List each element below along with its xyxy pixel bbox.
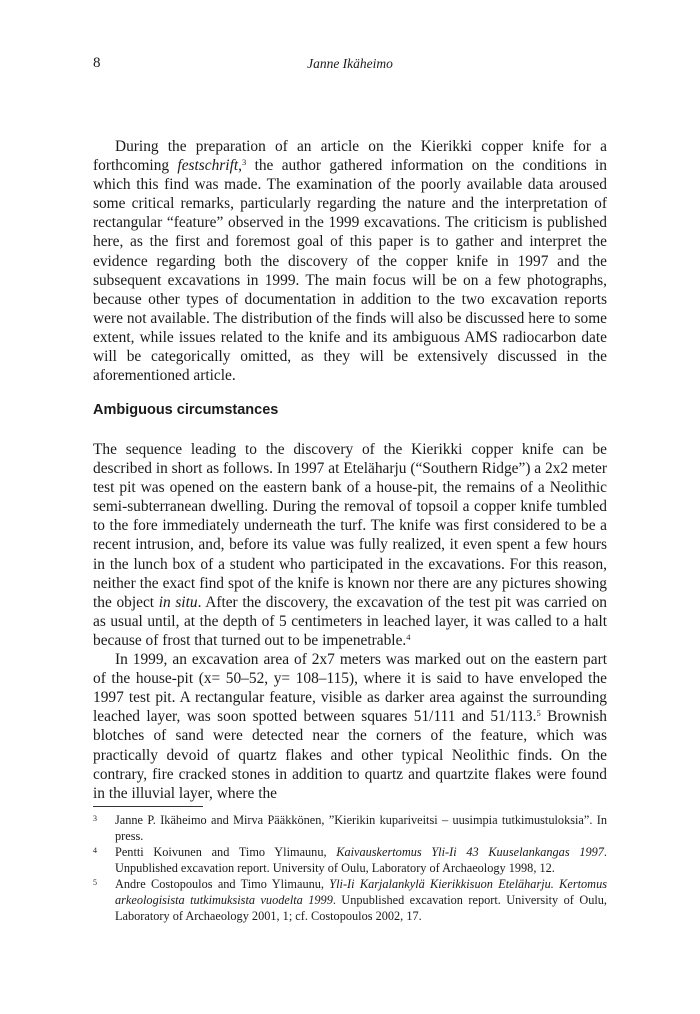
intro-italic-term: festschrift bbox=[177, 157, 239, 175]
footnote-number: 4 bbox=[93, 846, 97, 856]
section-p1-text-1: The sequence leading to the discovery of the Kierikki copper knife can be described in short as follows. In 1997 at Eteläharju (“Southern Ridge”) a 2x2 meter test pit was opened on the eastern bank of a house-pit, the remains of a Neolithic semi-subterranean dwelling. During the removal of topsoil a copper knife tumbled to the fore immediately underneath the turf. The knife was first considered to be a recent intrusion, and, before its value was fully realized, it even spent a few hours in the lunch box of a student who participated in the excavations. For this reason, neither the exact find spot of the knife is known nor there are any pictures showing the object bbox=[93, 441, 607, 611]
section-paragraph-2 bbox=[93, 650, 607, 803]
section-p2-text-2: Brownish blotches of sand were detected near the corners of the feature, which was practically devoid of quartz flakes and other typical Neolithic finds. On the contrary, fire cracked stones in addition to quartz and quartzite flakes were found in the illuvial layer, where the bbox=[93, 708, 607, 802]
intro-comma: , bbox=[238, 157, 242, 175]
section-p1-italic: in situ bbox=[158, 593, 198, 611]
section-paragraph-1 bbox=[93, 440, 607, 650]
footnote-ref-5[interactable]: 5 bbox=[536, 708, 541, 719]
running-head bbox=[93, 55, 607, 75]
footnote-title: Kaivauskertomus Yli-Ii 43 Kuuselankangas 1997 bbox=[336, 845, 604, 860]
footnote-text: Janne P. Ikäheimo and Mirva Pääkkönen, ”Kierikin kupariveitsi – uusimpia tutkimustuloksia”. In press. bbox=[115, 813, 607, 843]
intro-text-2: the author gathered information on the conditions in which this find was made. The examination of the poorly available data aroused some critical remarks, particularly regarding the nature and the interpretation of rectangular “feature” observed in the 1999 excavations. The criticism is published here, as the first and foremost goal of this paper is to gather and interpret the evidence regarding both the discovery of the copper knife in 1997 and the subsequent excavations in 1999. The main focus will be on a few photographs, because other types of documentation in addition to the two excavation reports were not available. The distribution of the finds will also be discussed here to some extent, while issues related to the knife and its ambiguous AMS radiocarbon date will be categorically omitted, as they will be extensively discussed in the aforementioned article. bbox=[93, 157, 607, 385]
running-title: Janne Ikäheimo bbox=[307, 56, 393, 71]
footnote-5 bbox=[93, 877, 607, 924]
intro-text-1: During the preparation of an article on the Kierikki copper knife for a forthcoming bbox=[93, 138, 607, 175]
footnote-separator bbox=[93, 806, 203, 807]
footnote-text: . Unpublished excavation report. University of Oulu, Laboratory of Archaeology 2001, 1; cf. Costopoulos 2002, 17. bbox=[115, 892, 607, 923]
footnote-ref-3[interactable]: 3 bbox=[242, 157, 247, 168]
section-heading: Ambiguous circumstances bbox=[93, 402, 279, 418]
section-p1-text-2: . After the discovery, the excavation of the test pit was carried on as usual until, at the depth of 5 centimeters in leached layer, it was called to a halt because of frost that turned out to be impenetrable. bbox=[93, 593, 607, 649]
footnote-ref-4[interactable]: 4 bbox=[406, 631, 411, 642]
footnote-text: Andre Costopoulos and Timo Ylimaunu, bbox=[115, 877, 330, 892]
intro-paragraph bbox=[93, 137, 607, 385]
footnotes bbox=[93, 813, 607, 925]
footnote-3 bbox=[93, 813, 607, 844]
section-body bbox=[93, 440, 607, 803]
footnote-text: . Unpublished excavation report. University of Oulu, Laboratory of Archaeology 1998, 12. bbox=[115, 845, 607, 875]
footnote-4 bbox=[93, 845, 607, 876]
footnote-number: 3 bbox=[93, 814, 97, 823]
footnote-text: Pentti Koivunen and Timo Ylimaunu, bbox=[115, 845, 337, 860]
section-p2-text-1: In 1999, an excavation area of 2x7 meters was marked out on the eastern part of the house-pit (x= 50–52, y= 108–115), where it is said to have enveloped the 1997 test pit. A rectangular feature, visible as darker area against the surrounding leached layer, was soon spotted between squares 51/111 and 51/113. bbox=[93, 651, 607, 726]
footnote-number: 5 bbox=[93, 878, 97, 888]
page-number: 8 bbox=[93, 55, 101, 71]
footnote-title: Yli-Ii Karjalankylä Kierikkisuon Eteläharju. Kertomus arkeologisista tutkimuksista vuodelta 1999 bbox=[115, 877, 607, 907]
